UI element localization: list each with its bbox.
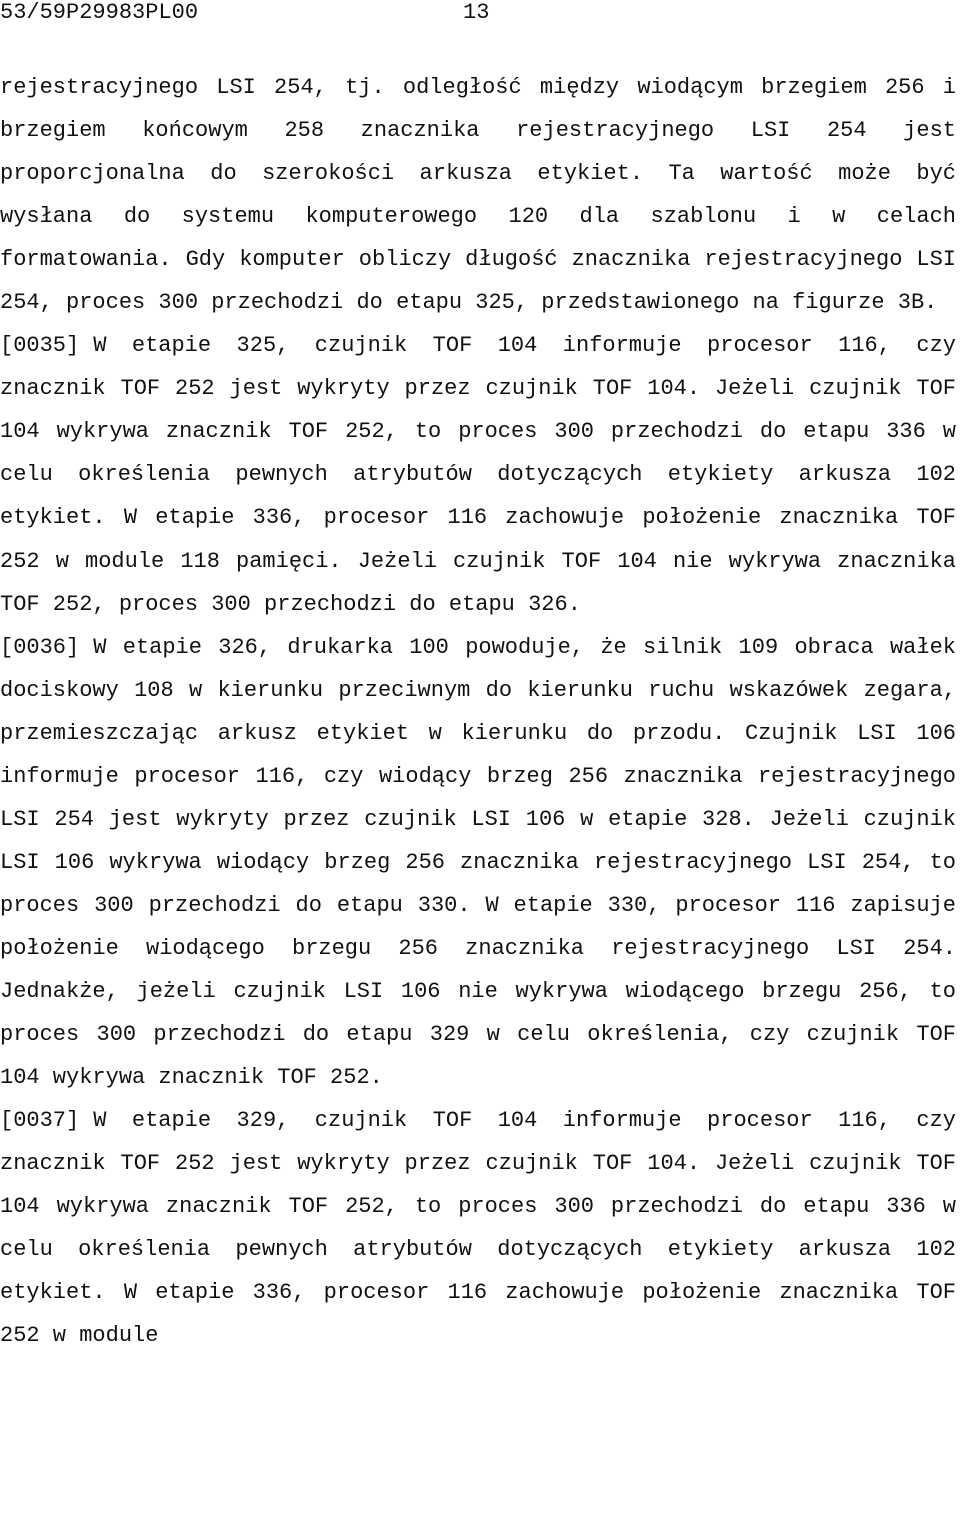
paragraph-continued	[0, 66, 956, 324]
page-number: 13	[463, 0, 490, 25]
paragraph-text: W etapie 329, czujnik TOF 104 informuje procesor 116, czy znacznik TOF 252 jest wykryty przez czujnik TOF 104. Jeżeli czujnik TOF 104 wykrywa znacznik TOF 252, to proces 300 przechodzi do etapu 336 w celu określenia pewnych atrybutów dotyczących etykiety arkusza 102 etykiet. W etapie 336, procesor 116 zachowuje położenie znacznika TOF 252 w module	[0, 1108, 956, 1349]
paragraph-text: rejestracyjnego LSI 254, tj. odległość między wiodącym brzegiem 256 i brzegiem końcowym 258 znacznika rejestracyjnego LSI 254 jest proporcjonalna do szerokości arkusza etykiet. Ta wartość może być wysłana do systemu komputerowego 120 dla szablonu i w celach formatowania. Gdy komputer obliczy długość znacznika rejestracyjnego LSI 254, proces 300 przechodzi do etapu 325, przedstawionego na figurze 3B.	[0, 75, 956, 316]
document-id: 53/59P29983PL00	[0, 0, 199, 25]
paragraph-number: [0035]	[0, 333, 80, 359]
paragraph-number: [0037]	[0, 1108, 80, 1134]
paragraph-0036	[0, 626, 956, 1100]
paragraph-0037	[0, 1099, 956, 1357]
paragraph-number: [0036]	[0, 634, 80, 660]
paragraph-text: W etapie 325, czujnik TOF 104 informuje procesor 116, czy znacznik TOF 252 jest wykryty przez czujnik TOF 104. Jeżeli czujnik TOF 104 wykrywa znacznik TOF 252, to proces 300 przechodzi do etapu 336 w celu określenia pewnych atrybutów dotyczących etykiety arkusza 102 etykiet. W etapie 336, procesor 116 zachowuje położenie znacznika TOF 252 w module 118 pamięci. Jeżeli czujnik TOF 104 nie wykrywa znacznika TOF 252, proces 300 przechodzi do etapu 326.	[0, 333, 956, 617]
paragraph-0035	[0, 324, 956, 625]
document-body	[0, 66, 956, 1357]
page-header	[0, 0, 960, 30]
paragraph-text: W etapie 326, drukarka 100 powoduje, że silnik 109 obraca wałek dociskowy 108 w kierunku przeciwnym do kierunku ruchu wskazówek zegara, przemieszczając arkusz etykiet w kierunku do przodu. Czujnik LSI 106 informuje procesor 116, czy wiodący brzeg 256 znacznika rejestracyjnego LSI 254 jest wykryty przez czujnik LSI 106 w etapie 328. Jeżeli czujnik LSI 106 wykrywa wiodący brzeg 256 znacznika rejestracyjnego LSI 254, to proces 300 przechodzi do etapu 330. W etapie 330, procesor 116 zapisuje położenie wiodącego brzegu 256 znacznika rejestracyjnego LSI 254. Jednakże, jeżeli czujnik LSI 106 nie wykrywa wiodącego brzegu 256, to proces 300 przechodzi do etapu 329 w celu określenia, czy czujnik TOF 104 wykrywa znacznik TOF 252.	[0, 634, 956, 1091]
